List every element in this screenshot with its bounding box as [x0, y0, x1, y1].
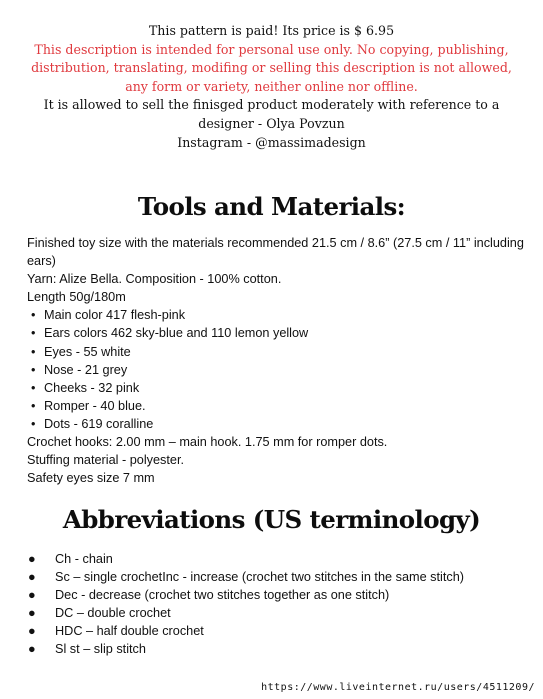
bullet: • [31, 308, 36, 323]
bullet: ● [28, 624, 36, 639]
abbreviations-list [27, 550, 527, 659]
bullet: • [31, 326, 36, 341]
list-item [27, 324, 527, 342]
bullet: ● [28, 552, 36, 566]
yarn-text: Yarn: Alize Bella. Composition - 100% cotton. [27, 272, 282, 287]
list-item [27, 361, 527, 379]
list-item [27, 586, 527, 604]
list-item-label: Sc – single crochetInc - increase (crochet two stitches in the same stitch) [55, 570, 464, 585]
list-item [27, 397, 527, 415]
tools-heading: Tools and Materials: [137, 192, 406, 221]
toy-size-text: Finished toy size with the materials recommended 21.5 cm / 8.6” (27.5 cm / 11” including ears) [27, 236, 524, 269]
bullet: ● [28, 570, 36, 585]
list-item-label: DC – double crochet [55, 606, 171, 621]
bullet: • [31, 362, 36, 377]
length-text: Length 50g/180m [27, 290, 126, 305]
list-item-label: Ch - chain [55, 552, 113, 566]
list-item [27, 622, 527, 640]
list-item-label: Romper - 40 blue. [44, 398, 146, 413]
list-item-label: Ears colors 462 sky-blue and 110 lemon yellow [44, 326, 309, 341]
copyright-notice [0, 22, 543, 152]
list-item [27, 604, 527, 622]
abbreviations-heading: Abbreviations (US terminology) [62, 505, 481, 534]
list-item-label: Sl st – slip stitch [55, 642, 146, 657]
tools-section [27, 234, 527, 487]
list-item [27, 379, 527, 397]
yarn-colors-list [27, 306, 527, 433]
list-item-label: Main color 417 flesh-pink [44, 308, 186, 323]
source-url-watermark: https://www.liveinternet.ru/users/4511209/ [261, 682, 535, 693]
bullet: ● [28, 606, 36, 621]
list-item-label: Cheeks - 32 pink [44, 380, 140, 395]
usage-warning-line-3: any form or variety, neither online nor offline. [125, 78, 418, 94]
price-line: This pattern is paid! Its price is $ 6.95 [148, 23, 395, 38]
list-item-label: HDC – half double crochet [55, 624, 204, 639]
bullet: ● [28, 588, 36, 603]
usage-warning-line-1: This description is intended for personal use only. No copying, publishing, [34, 41, 509, 57]
usage-warning-line-2: distribution, translating, modifing or selling this description is not allowed, [31, 60, 512, 76]
bullet: • [31, 398, 36, 413]
list-item [27, 306, 527, 324]
sale-permission-line-2: designer - Olya Povzun [198, 115, 345, 131]
safety-eyes-text: Safety eyes size 7 mm [27, 471, 155, 486]
list-item [27, 550, 527, 568]
list-item [27, 640, 527, 658]
bullet: • [31, 344, 36, 359]
list-item [27, 568, 527, 586]
list-item [27, 415, 527, 433]
hooks-text: Crochet hooks: 2.00 mm – main hook. 1.75 mm for romper dots. [27, 435, 388, 450]
list-item-label: Dec - decrease (crochet two stitches together as one stitch) [55, 588, 390, 603]
list-item-label: Dots - 619 coralline [44, 416, 154, 431]
bullet: • [31, 380, 36, 395]
bullet: ● [28, 642, 36, 657]
stuffing-text: Stuffing material - polyester. [27, 453, 185, 468]
list-item-label: Nose - 21 grey [44, 362, 128, 377]
sale-permission-line-1: It is allowed to sell the finisged product moderately with reference to a [43, 97, 500, 113]
instagram-handle: Instagram - @massimadesign [177, 134, 366, 150]
bullet: • [31, 416, 36, 431]
list-item-label: Eyes - 55 white [44, 344, 131, 359]
list-item [27, 343, 527, 361]
